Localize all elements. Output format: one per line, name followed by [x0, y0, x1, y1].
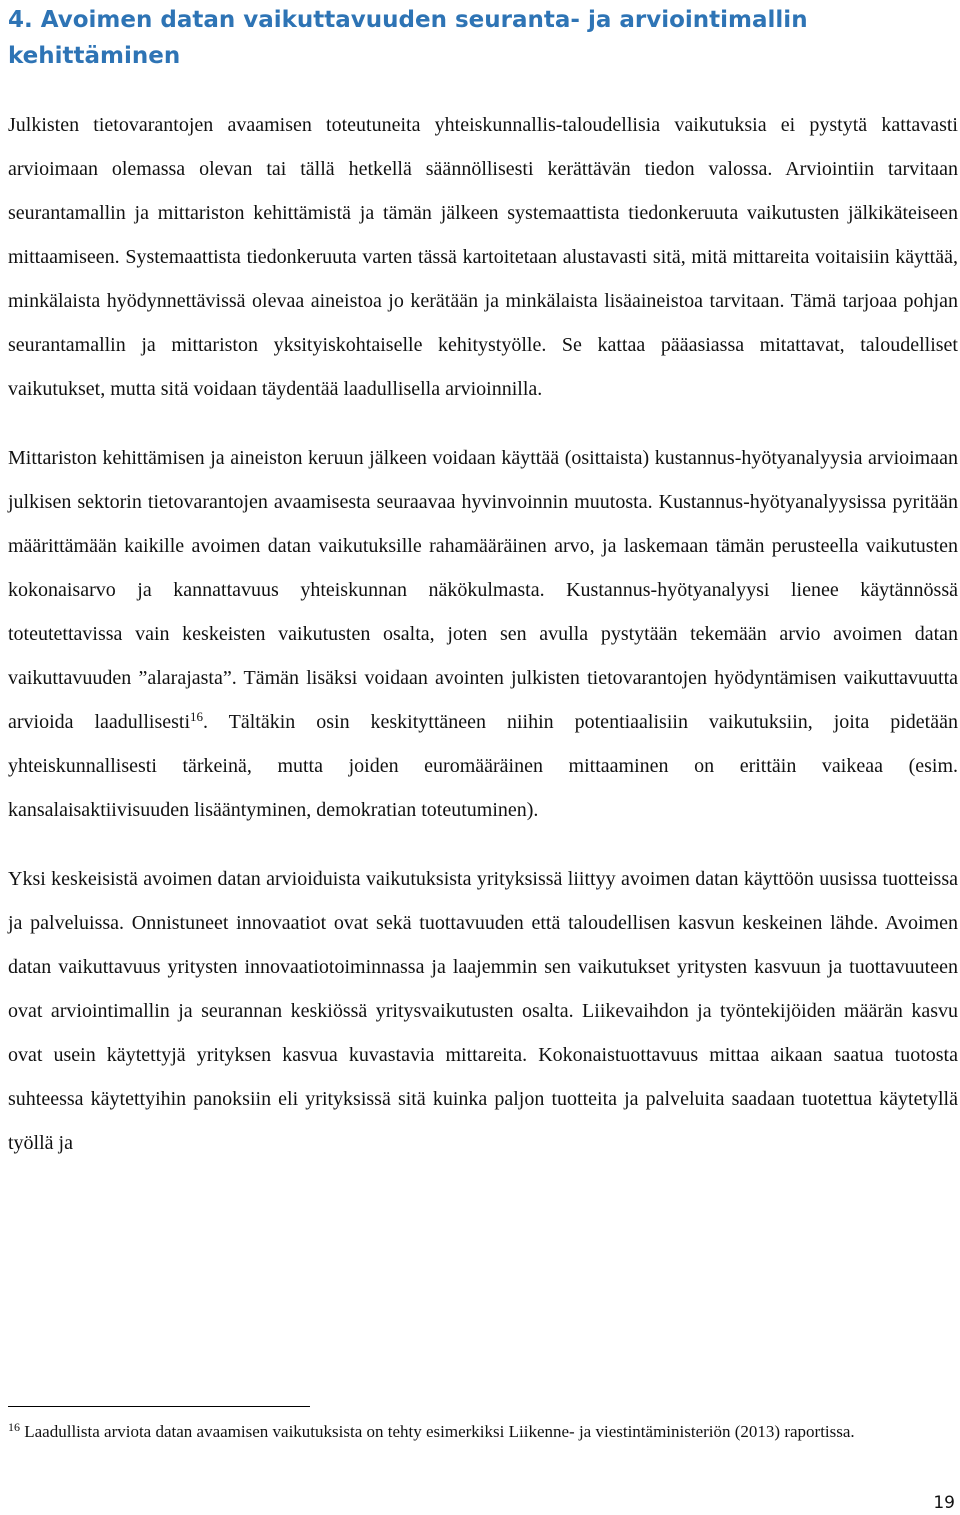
paragraph-3: Yksi keskeisistä avoimen datan arvioiduista vaikutuksista yrityksissä liittyy avoimen datan käyttöön uusissa tuotteissa ja palveluissa. Onnistuneet innovaatiot ovat sekä tuottavuuden että taloudellisen kasvun keskeinen lähde. Avoimen datan vaikuttavuus yritysten innovaatiotoiminnassa ja laajemmin sen vaikutukset yritysten kasvuun ja tuottavuuteen ovat arviointimallin ja seurannan keskiössä yritysvaikutusten osalta. Liikevaihdon ja työntekijöiden määrän kasvu ovat usein käytettyjä yrityksen kasvua kuvastavia mittareita. Kokonaistuottavuus mittaa aikaan saatua tuotosta suhteessa käytettyihin panoksiin eli yrityksissä sitä kuinka paljon tuotteita ja palveluita saadaan tuotettua käytetyllä työllä ja [8, 868, 958, 1154]
footnote-separator [8, 1406, 310, 1407]
paragraph-2-text-before-ref: Mittariston kehittämisen ja aineiston keruun jälkeen voidaan käyttää (osittaista) kustannus-hyötyanalyysia arvioimaan julkisen sektorin tietovarantojen avaamisesta seuraavaa hyvinvoinnin muutosta. Kustannus-hyötyanalyysissa pyritään määrittämään kaikille avoimen datan vaikutuksille rahamääräinen arvo, ja laskemaan tämän perusteella vaikutusten kokonaisarvo ja kannattavuus yhteiskunnan näkökulmasta. Kustannus-hyötyanalyysi lienee käytännössä toteutettavissa vain keskeisten vaikutusten osalta, joten sen avulla pystytään tekemään arvio avoimen datan vaikuttavuuden ”alarajasta”. Tämän lisäksi voidaan avointen julkisten tietovarantojen hyödyntämisen vaikuttavuutta arvioida laadullisesti [8, 447, 958, 733]
section-heading-line-1: 4. Avoimen datan vaikuttavuuden seuranta- ja arviointimallin [8, 7, 808, 33]
document-page [8, 0, 958, 1165]
paragraph-1: Julkisten tietovarantojen avaamisen toteutuneita yhteiskunnallis-taloudellisia vaikutuksia ei pystytä kattavasti arvioimaan olemassa olevan tai tällä hetkellä säännöllisesti kerättävän tiedon valossa. Arviointiin tarvitaan seurantamallin ja mittariston kehittämistä ja tämän jälkeen systemaattista tiedonkeruuta vaikutusten jälkikäteiseen mittaamiseen. Systemaattista tiedonkeruuta varten tässä kartoitetaan alustavasti sitä, mitä mittareita voitaisiin käyttää, minkälaista hyödynnettävissä olevaa aineistoa jo kerätään ja minkälaista lisäaineistoa tarvitaan. Tämä tarjoaa pohjan seurantamallin ja mittariston yksityiskohtaiselle kehitystyölle. Se kattaa pääasiassa mitattavat, taloudelliset vaikutukset, mutta sitä voidaan täydentää laadullisella arvioinnilla. [8, 114, 958, 400]
footnote-reference[interactable]: 16 [190, 709, 204, 724]
section-heading-line-2: kehittäminen [8, 43, 181, 69]
footnote [8, 1418, 948, 1445]
section-heading [8, 0, 958, 74]
paragraph-2-text-after-ref: . Tältäkin osin keskityttäneen niihin potentiaalisiin vaikutuksiin, joita pidetään yhteiskunnallisesti tärkeinä, mutta joiden euromääräinen mittaaminen on erittäin vaikeaa (esim. kansalaisaktiivisuuden lisääntyminen, demokratian toteutuminen). [8, 711, 958, 821]
page-number: 19 [933, 1493, 955, 1513]
footnote-text: Laadullista arviota datan avaamisen vaikutuksista on tehty esimerkiksi Liikenne- ja viestintäministeriön (2013) raportissa. [20, 1422, 855, 1441]
paragraph-2 [8, 436, 958, 832]
footnote-number: 16 [8, 1420, 20, 1434]
